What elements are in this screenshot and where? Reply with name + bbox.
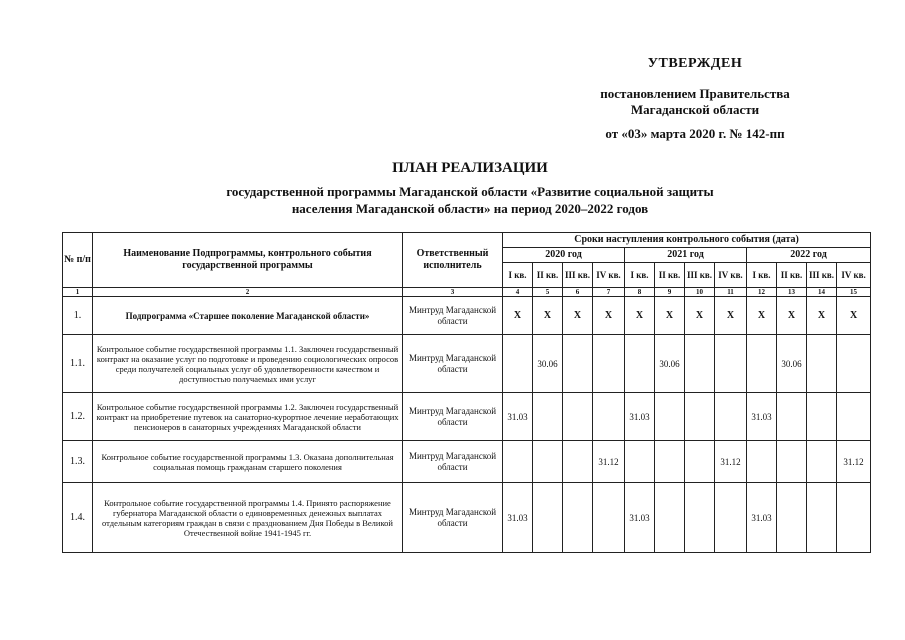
column-number: 3 [403,288,503,297]
quarter-date-cell [593,483,625,553]
subprogram-name: Подпрограмма «Старшее поколение Магаданской области» [93,297,403,335]
quarter-date-cell [837,335,871,393]
header-quarter: III кв. [563,263,593,288]
header-quarter: III кв. [807,263,837,288]
approval-line-1: постановлением Правительства [600,86,790,101]
header-quarter: II кв. [777,263,807,288]
quarter-date-cell [807,393,837,441]
control-event-name: Контрольное событие государственной программы 1.2. Заключен государственный контракт на приобретение путевок на санаторно-курортное лечение неработающих пенсионеров в санаторных учреждениях Магаданской области [93,393,403,441]
quarter-date-cell [685,335,715,393]
quarter-date-cell [777,483,807,553]
row-number: 1.4. [63,483,93,553]
column-number: 12 [747,288,777,297]
header-quarter: II кв. [655,263,685,288]
table-row [63,483,871,553]
quarter-date-cell: Х [625,297,655,335]
row-number: 1.1. [63,335,93,393]
header-year-2020: 2020 год [503,248,625,263]
header-quarter: II кв. [533,263,563,288]
column-number: 15 [837,288,871,297]
header-quarter: IV кв. [837,263,871,288]
quarter-date-cell [533,441,563,483]
table-row [63,297,871,335]
column-number: 9 [655,288,685,297]
approval-date: от «03» марта 2020 г. № 142-пп [605,126,785,141]
quarter-date-cell [807,441,837,483]
table-row [63,393,871,441]
responsible-executor: Минтруд Магаданской области [403,393,503,441]
quarter-date-cell [625,441,655,483]
responsible-executor: Минтруд Магаданской области [403,335,503,393]
control-event-name: Контрольное событие государственной программы 1.4. Принято распоряжение губернатора Магаданской области о единовременных денежных выплатах отдельным категориям граждан в связи с празднованием Дня Победы в Великой Отечественной войне 1941-1945 гг. [93,483,403,553]
quarter-date-cell [715,335,747,393]
quarter-date-cell: Х [837,297,871,335]
header-year-2022: 2022 год [747,248,871,263]
quarter-date-cell: 30.06 [533,335,563,393]
quarter-date-cell [655,483,685,553]
table-body [63,288,871,553]
quarter-date-cell [715,393,747,441]
row-number: 1.2. [63,393,93,441]
responsible-executor: Минтруд Магаданской области [403,441,503,483]
quarter-date-cell: Х [747,297,777,335]
approval-label: УТВЕРЖДЕН [647,56,743,71]
control-event-name: Контрольное событие государственной программы 1.3. Оказана дополнительная социальная помощь гражданам старшего поколения [93,441,403,483]
column-number: 10 [685,288,715,297]
quarter-date-cell [807,335,837,393]
quarter-date-cell [777,393,807,441]
column-number: 6 [563,288,593,297]
quarter-date-cell: 31.12 [715,441,747,483]
row-number: 1. [63,297,93,335]
header-period: Сроки наступления контрольного события (дата) [503,233,871,248]
implementation-plan-table [62,232,871,553]
table-row [63,441,871,483]
quarter-date-cell: 30.06 [777,335,807,393]
row-number: 1.3. [63,441,93,483]
quarter-date-cell: Х [655,297,685,335]
column-number: 11 [715,288,747,297]
header-num: № п/п [63,233,93,288]
approval-block [560,56,830,142]
quarter-date-cell: 31.03 [503,393,533,441]
header-quarter: IV кв. [715,263,747,288]
quarter-date-cell: Х [777,297,807,335]
quarter-date-cell: 31.12 [837,441,871,483]
quarter-date-cell [777,441,807,483]
header-quarter: I кв. [747,263,777,288]
quarter-date-cell [563,483,593,553]
quarter-date-cell: 31.12 [593,441,625,483]
quarter-date-cell: Х [715,297,747,335]
document-title: ПЛАН РЕАЛИЗАЦИИ [392,160,548,176]
quarter-date-cell: 31.03 [503,483,533,553]
column-number: 1 [63,288,93,297]
control-event-name: Контрольное событие государственной программы 1.1. Заключен государственный контракт на оказание услуг по подготовке и проведению социологических опросов среди получателей социальных услуг об удовлетворенности качеством и доступностью получаемых ими услуг [93,335,403,393]
quarter-date-cell: Х [533,297,563,335]
quarter-date-cell: 31.03 [625,393,655,441]
quarter-date-cell [837,483,871,553]
header-quarter: III кв. [685,263,715,288]
column-number: 4 [503,288,533,297]
header-quarter: IV кв. [593,263,625,288]
quarter-date-cell [685,483,715,553]
column-number: 13 [777,288,807,297]
quarter-date-cell: Х [593,297,625,335]
quarter-date-cell [837,393,871,441]
header-name: Наименование Подпрограммы, контрольного события государственной программы [93,233,403,288]
quarter-date-cell: 30.06 [655,335,685,393]
header-responsible: Ответственный исполнитель [403,233,503,288]
document-subtitle-line-2: населения Магаданской области» на период 2020–2022 годов [291,201,649,216]
column-number: 8 [625,288,655,297]
column-number: 14 [807,288,837,297]
quarter-date-cell [563,393,593,441]
quarter-date-cell [807,483,837,553]
approval-line-2: Магаданской области [630,102,760,117]
header-year-2021: 2021 год [625,248,747,263]
column-number: 5 [533,288,563,297]
quarter-date-cell [747,441,777,483]
quarter-date-cell [655,441,685,483]
responsible-executor: Минтруд Магаданской области [403,483,503,553]
column-number-row [63,288,871,297]
quarter-date-cell [563,441,593,483]
quarter-date-cell [593,393,625,441]
quarter-date-cell: 31.03 [625,483,655,553]
quarter-date-cell [533,393,563,441]
quarter-date-cell [503,441,533,483]
quarter-date-cell [747,335,777,393]
header-quarter: I кв. [625,263,655,288]
quarter-date-cell: 31.03 [747,483,777,553]
quarter-date-cell: 31.03 [747,393,777,441]
quarter-date-cell: Х [807,297,837,335]
quarter-date-cell [563,335,593,393]
header-quarter: I кв. [503,263,533,288]
column-number: 2 [93,288,403,297]
quarter-date-cell [503,335,533,393]
document-subtitle-line-1: государственной программы Магаданской области «Развитие социальной защиты [226,184,714,199]
table-row [63,335,871,393]
quarter-date-cell [625,335,655,393]
quarter-date-cell [685,441,715,483]
quarter-date-cell [533,483,563,553]
quarter-date-cell [593,335,625,393]
responsible-executor: Минтруд Магаданской области [403,297,503,335]
quarter-date-cell: Х [503,297,533,335]
document-title-block [140,160,800,217]
quarter-date-cell [715,483,747,553]
quarter-date-cell [685,393,715,441]
quarter-date-cell: Х [685,297,715,335]
column-number: 7 [593,288,625,297]
quarter-date-cell [655,393,685,441]
quarter-date-cell: Х [563,297,593,335]
